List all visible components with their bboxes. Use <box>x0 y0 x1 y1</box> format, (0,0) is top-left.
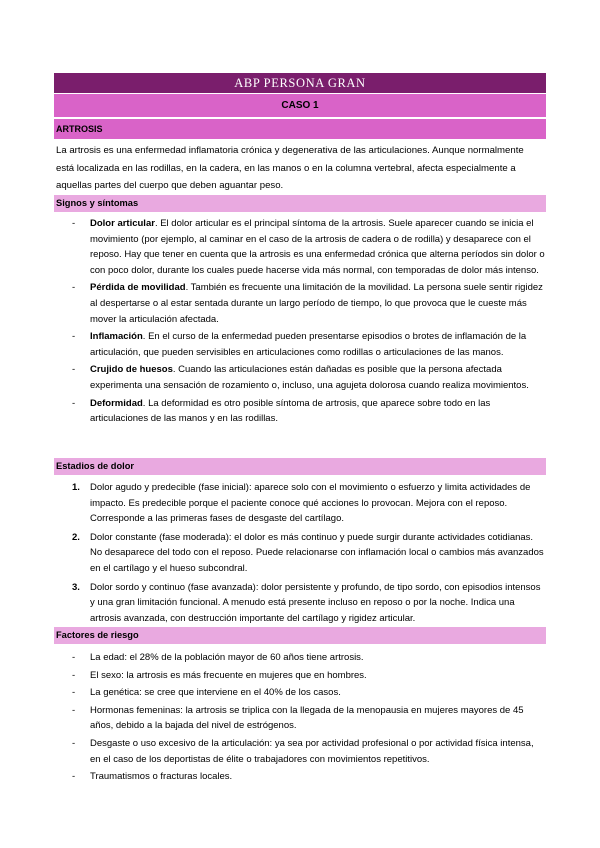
list-marker: - <box>72 737 76 749</box>
item-text: . También es frecuente una limitación de la movilidad. La persona suele sentir rigidez al despertarse o al estar sentada durante un largo período de tiempo, lo que provoca que le cueste más mover la articulación afectada. <box>90 282 543 325</box>
list-item <box>54 668 546 684</box>
section-heading-signs: Signos y síntomas <box>54 195 546 212</box>
case-heading: CASO 1 <box>54 94 546 117</box>
list-marker: 1. <box>72 482 80 493</box>
list-item <box>54 216 546 278</box>
list-marker: 2. <box>72 531 80 543</box>
list-item <box>54 650 546 666</box>
list-item <box>54 769 546 785</box>
item-text: La edad: el 28% de la población mayor de 60 años tiene artrosis. <box>90 652 364 663</box>
list-marker: - <box>72 364 76 376</box>
list-item <box>54 396 546 427</box>
item-text: El sexo: la artrosis es más frecuente en mujeres que en hombres. <box>90 669 367 681</box>
item-text: Desgaste o uso excesivo de la articulación: ya sea por actividad profesional o por actividad física intensa, en el caso de los deportistas de élite o trabajadores con movimientos repetitivos. <box>90 737 534 765</box>
list-item <box>54 580 546 627</box>
list-item <box>54 362 546 393</box>
section-heading-stages: Estadios de dolor <box>54 458 546 475</box>
list-item <box>54 685 546 701</box>
item-lead: Deformidad <box>90 397 143 409</box>
stages-list <box>54 480 546 626</box>
list-marker: - <box>72 218 76 229</box>
item-text: Hormonas femeninas: la artrosis se triplica con la llegada de la menopausia en mujeres mayores de 45 años, debido a la bajada del nivel de estrógenos. <box>90 704 524 732</box>
list-marker: - <box>72 331 76 343</box>
list-marker: - <box>72 282 76 294</box>
intro-paragraph: La artrosis es una enfermedad inflamatoria crónica y degenerativa de las articulaciones. Aunque normalmente está localizada en las rodillas, en la cadera, en las manos o en la columna vertebral, afecta especialmente a aquellas partes del cuerpo que deben aguantar peso. <box>56 145 524 191</box>
list-marker: 3. <box>72 581 80 593</box>
document-title: ABP PERSONA GRAN <box>54 73 546 93</box>
list-marker: - <box>72 704 76 716</box>
list-item <box>54 736 546 767</box>
list-item <box>54 703 546 734</box>
item-text: Dolor agudo y predecible (fase inicial): aparece solo con el movimiento o esfuerzo y limita actividades de impacto. Es predecible porque el paciente conoce qué acciones lo provocan. Mejora con el reposo. Corresponde a las primeras fases de desgaste del cartílago. <box>90 482 531 525</box>
list-marker: - <box>72 652 76 663</box>
item-text: La genética: se cree que interviene en el 40% de los casos. <box>90 687 341 699</box>
item-text: Traumatismos o fracturas locales. <box>90 771 233 783</box>
signs-list <box>54 216 546 427</box>
risks-list <box>54 650 546 785</box>
list-marker: - <box>72 687 76 699</box>
item-text: Dolor constante (fase moderada): el dolor es más continuo y puede surgir durante actividades cotidianas. No desaparece del todo con el reposo. Puede relacionarse con inflamación local o cambios más avanzados en el cartílago y el hueso subcondral. <box>90 531 544 574</box>
item-text: Dolor sordo y continuo (fase avanzada): dolor persistente y profundo, de tipo sordo, con episodios intensos y una gran limitación funcional. A menudo está presente incluso en reposo o por la noche. Indica una artrosis avanzada, con destrucción importante del cartílago y rigidez articular. <box>90 581 541 624</box>
list-marker: - <box>72 771 76 783</box>
list-item <box>54 280 546 327</box>
list-item <box>54 329 546 360</box>
item-lead: Dolor articular <box>90 218 155 229</box>
list-marker: - <box>72 397 76 409</box>
list-marker: - <box>72 669 76 681</box>
topic-heading: ARTROSIS <box>54 119 546 139</box>
list-item <box>54 480 546 527</box>
item-text: . La deformidad es otro posible síntoma de artrosis, que aparece sobre todo en las articulaciones de las manos y en las rodillas. <box>90 397 491 425</box>
section-heading-risks: Factores de riesgo <box>54 627 546 644</box>
item-text: . En el curso de la enfermedad pueden presentarse episodios o brotes de inflamación de la articulación, que pueden servisibles en articulaciones como rodillas o articulaciones de las manos. <box>90 331 527 358</box>
item-lead: Inflamación <box>90 331 143 343</box>
item-lead: Pérdida de movilidad <box>90 282 186 294</box>
list-item <box>54 530 546 577</box>
item-text: . Cuando las articulaciones están dañadas es posible que la persona afectada experimenta una sensación de rozamiento o, incluso, una agujeta dolorosa cuando realiza movimientos. <box>90 364 529 391</box>
item-text: . El dolor articular es el principal síntoma de la artrosis. Suele aparecer cuando se inicia el movimiento (por ejemplo, al caminar en el caso de la artrosis de cadera o de rodilla) y desaparece con el reposo. Hay que tener en cuenta que la artrosis es una enfermedad crónica que alterna períodos sin dolor o con poco dolor, durante los cuales puede hacerse vida más normal, con temporadas de dolor más intenso. <box>90 218 545 276</box>
item-lead: Crujido de huesos <box>90 364 173 376</box>
